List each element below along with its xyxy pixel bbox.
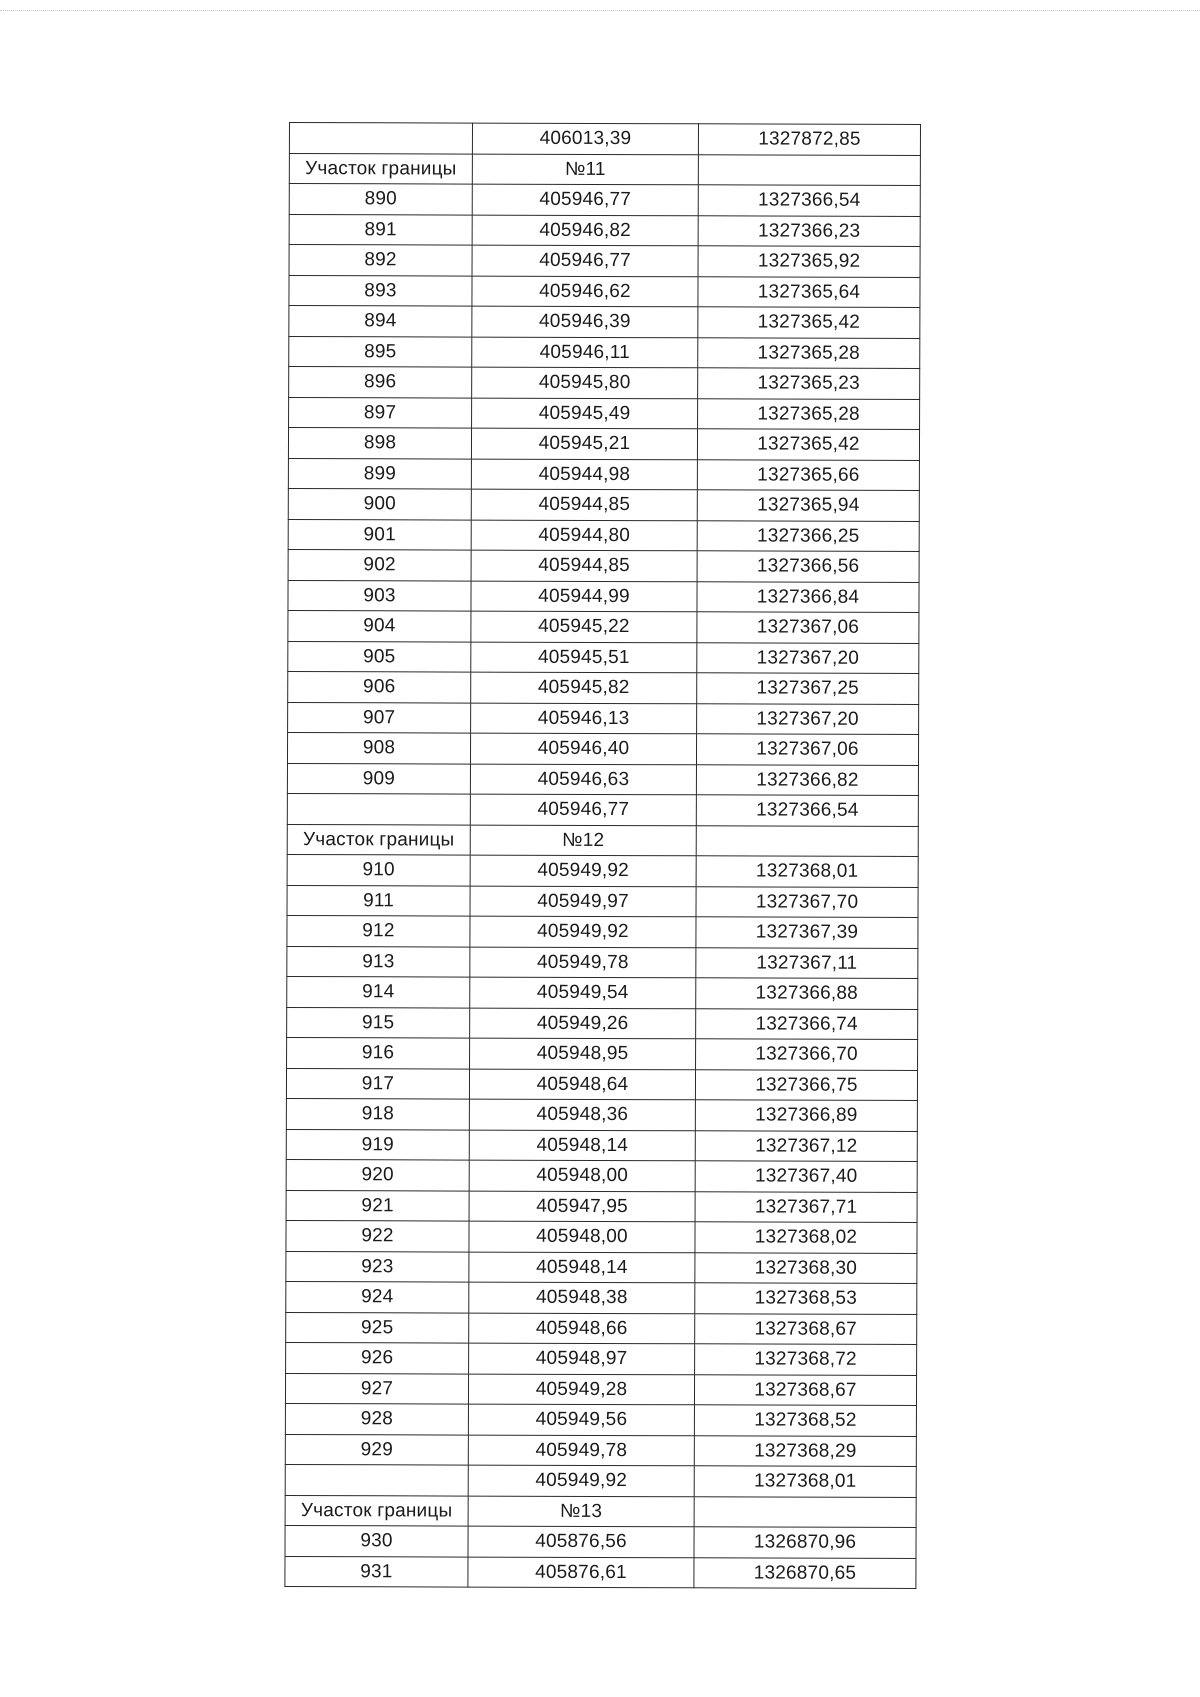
x-coordinate-cell: 405949,26 bbox=[470, 1008, 696, 1039]
x-coordinate-cell: 405948,14 bbox=[469, 1252, 695, 1283]
point-number-cell: 898 bbox=[288, 428, 471, 459]
table-row bbox=[287, 793, 918, 825]
table-row bbox=[288, 519, 919, 551]
y-coordinate-cell: 1326870,96 bbox=[694, 1527, 916, 1558]
section-header-row bbox=[289, 153, 920, 185]
table-row bbox=[288, 458, 919, 490]
x-coordinate-cell: 405944,98 bbox=[471, 459, 697, 490]
x-coordinate-cell: №13 bbox=[468, 1496, 694, 1527]
x-coordinate-cell: 405949,54 bbox=[470, 977, 696, 1008]
point-number-cell: 909 bbox=[287, 763, 470, 794]
y-coordinate-cell: 1327367,40 bbox=[695, 1161, 917, 1192]
table-row bbox=[289, 367, 920, 399]
table-row bbox=[288, 549, 919, 581]
x-coordinate-cell: 405945,80 bbox=[472, 367, 698, 398]
x-coordinate-cell: 405949,92 bbox=[470, 916, 696, 947]
point-number-cell bbox=[287, 793, 470, 824]
y-coordinate-cell: 1327366,70 bbox=[696, 1039, 918, 1070]
x-coordinate-cell: 405949,92 bbox=[470, 855, 696, 886]
y-coordinate-cell: 1327366,88 bbox=[696, 978, 918, 1009]
x-coordinate-cell: 405944,85 bbox=[471, 489, 697, 520]
point-number-cell: 924 bbox=[286, 1281, 469, 1312]
point-number-cell: 907 bbox=[288, 702, 471, 733]
point-number-cell: Участок границы bbox=[287, 824, 470, 855]
point-number-cell: 899 bbox=[288, 458, 471, 489]
y-coordinate-cell: 1327367,06 bbox=[697, 612, 919, 643]
x-coordinate-cell: 406013,39 bbox=[472, 123, 698, 154]
point-number-cell: 893 bbox=[289, 275, 472, 306]
y-coordinate-cell: 1327367,25 bbox=[697, 673, 919, 704]
y-coordinate-cell: 1327366,23 bbox=[698, 215, 920, 246]
y-coordinate-cell: 1327367,06 bbox=[696, 734, 918, 765]
x-coordinate-cell: 405948,95 bbox=[470, 1038, 696, 1069]
x-coordinate-cell: 405949,78 bbox=[468, 1435, 694, 1466]
y-coordinate-cell: 1327365,64 bbox=[698, 276, 920, 307]
table-row bbox=[289, 214, 920, 246]
point-number-cell: 891 bbox=[289, 214, 472, 245]
point-number-cell: 903 bbox=[288, 580, 471, 611]
x-coordinate-cell: 405948,64 bbox=[469, 1069, 695, 1100]
table-row bbox=[289, 123, 920, 155]
table-row bbox=[287, 915, 918, 947]
x-coordinate-cell: 405944,99 bbox=[471, 581, 697, 612]
coordinates-table bbox=[284, 122, 921, 1589]
x-coordinate-cell: 405948,66 bbox=[469, 1313, 695, 1344]
point-number-cell: 915 bbox=[287, 1007, 470, 1038]
point-number-cell: 906 bbox=[288, 671, 471, 702]
table-row bbox=[288, 488, 919, 520]
point-number-cell: 927 bbox=[285, 1373, 468, 1404]
point-number-cell: 920 bbox=[286, 1159, 469, 1190]
x-coordinate-cell: 405945,51 bbox=[471, 642, 697, 673]
x-coordinate-cell: 405949,28 bbox=[468, 1374, 694, 1405]
x-coordinate-cell: 405946,62 bbox=[472, 276, 698, 307]
y-coordinate-cell: 1327365,42 bbox=[698, 307, 920, 338]
y-coordinate-cell: 1327366,82 bbox=[696, 764, 918, 795]
point-number-cell: 910 bbox=[287, 854, 470, 885]
x-coordinate-cell: 405945,49 bbox=[472, 398, 698, 429]
y-coordinate-cell: 1327365,66 bbox=[697, 459, 919, 490]
x-coordinate-cell: 405944,80 bbox=[471, 520, 697, 551]
table-row bbox=[288, 428, 919, 460]
x-coordinate-cell: 405946,63 bbox=[470, 764, 696, 795]
table-row bbox=[287, 763, 918, 795]
x-coordinate-cell: 405948,38 bbox=[469, 1282, 695, 1313]
x-coordinate-cell: 405949,97 bbox=[470, 886, 696, 917]
point-number-cell: 918 bbox=[286, 1098, 469, 1129]
x-coordinate-cell: 405876,56 bbox=[468, 1526, 694, 1557]
table-row bbox=[285, 1525, 916, 1557]
table-row bbox=[288, 671, 919, 703]
table-row bbox=[287, 976, 918, 1008]
y-coordinate-cell: 1327366,74 bbox=[696, 1008, 918, 1039]
point-number-cell: 916 bbox=[287, 1037, 470, 1068]
y-coordinate-cell: 1327366,89 bbox=[695, 1100, 917, 1131]
point-number-cell: 900 bbox=[288, 488, 471, 519]
table-row bbox=[288, 702, 919, 734]
x-coordinate-cell: 405948,14 bbox=[469, 1130, 695, 1161]
table-row bbox=[286, 1159, 917, 1191]
point-number-cell: Участок границы bbox=[285, 1495, 468, 1526]
point-number-cell: 921 bbox=[286, 1190, 469, 1221]
x-coordinate-cell: 405946,40 bbox=[470, 733, 696, 764]
coordinates-table-body bbox=[285, 123, 921, 1589]
table-row bbox=[289, 336, 920, 368]
point-number-cell: 914 bbox=[287, 976, 470, 1007]
table-row bbox=[286, 1098, 917, 1130]
y-coordinate-cell: 1327367,20 bbox=[697, 703, 919, 734]
y-coordinate-cell: 1327368,30 bbox=[695, 1252, 917, 1283]
point-number-cell: 895 bbox=[289, 336, 472, 367]
point-number-cell: Участок границы bbox=[289, 153, 472, 184]
point-number-cell: 913 bbox=[287, 946, 470, 977]
y-coordinate-cell: 1327368,72 bbox=[695, 1344, 917, 1375]
y-coordinate-cell: 1327368,53 bbox=[695, 1283, 917, 1314]
x-coordinate-cell: 405949,56 bbox=[468, 1404, 694, 1435]
table-row bbox=[285, 1556, 916, 1588]
table-row bbox=[288, 580, 919, 612]
point-number-cell bbox=[285, 1464, 468, 1495]
y-coordinate-cell: 1327368,01 bbox=[696, 856, 918, 887]
y-coordinate-cell: 1327366,75 bbox=[695, 1069, 917, 1100]
x-coordinate-cell: 405944,85 bbox=[471, 550, 697, 581]
x-coordinate-cell: 405948,97 bbox=[469, 1343, 695, 1374]
x-coordinate-cell: 405946,77 bbox=[472, 184, 698, 215]
x-coordinate-cell: 405948,00 bbox=[469, 1221, 695, 1252]
y-coordinate-cell: 1327365,28 bbox=[698, 398, 920, 429]
x-coordinate-cell: 405946,82 bbox=[472, 215, 698, 246]
table-row bbox=[289, 245, 920, 277]
section-header-row bbox=[287, 824, 918, 856]
table-row bbox=[286, 1342, 917, 1374]
y-coordinate-cell: 1327365,94 bbox=[697, 490, 919, 521]
point-number-cell: 902 bbox=[288, 549, 471, 580]
x-coordinate-cell: 405946,77 bbox=[472, 245, 698, 276]
table-row bbox=[286, 1220, 917, 1252]
table-row bbox=[289, 184, 920, 216]
x-coordinate-cell: №11 bbox=[472, 154, 698, 185]
point-number-cell: 930 bbox=[285, 1525, 468, 1556]
x-coordinate-cell: 405949,92 bbox=[468, 1465, 694, 1496]
point-number-cell: 929 bbox=[285, 1434, 468, 1465]
table-row bbox=[285, 1373, 916, 1405]
table-row bbox=[286, 1190, 917, 1222]
y-coordinate-cell bbox=[698, 154, 920, 185]
section-header-row bbox=[285, 1495, 916, 1527]
table-row bbox=[285, 1464, 916, 1496]
table-row bbox=[287, 1037, 918, 1069]
point-number-cell: 897 bbox=[289, 397, 472, 428]
table-row bbox=[286, 1129, 917, 1161]
table-row bbox=[289, 306, 920, 338]
y-coordinate-cell: 1327368,29 bbox=[694, 1435, 916, 1466]
point-number-cell: 931 bbox=[285, 1556, 468, 1587]
y-coordinate-cell bbox=[696, 825, 918, 856]
table-row bbox=[288, 610, 919, 642]
point-number-cell: 928 bbox=[285, 1403, 468, 1434]
point-number-cell: 911 bbox=[287, 885, 470, 916]
y-coordinate-cell: 1327872,85 bbox=[698, 124, 920, 155]
table-row bbox=[289, 275, 920, 307]
x-coordinate-cell: 405946,77 bbox=[470, 794, 696, 825]
table-row bbox=[285, 1434, 916, 1466]
point-number-cell: 896 bbox=[289, 367, 472, 398]
point-number-cell: 917 bbox=[286, 1068, 469, 1099]
table-row bbox=[286, 1068, 917, 1100]
x-coordinate-cell: 405945,21 bbox=[471, 428, 697, 459]
table-row bbox=[285, 1403, 916, 1435]
point-number-cell: 908 bbox=[287, 732, 470, 763]
table-row bbox=[287, 885, 918, 917]
table-row bbox=[289, 397, 920, 429]
x-coordinate-cell: 405946,39 bbox=[472, 306, 698, 337]
x-coordinate-cell: 405876,61 bbox=[468, 1557, 694, 1588]
y-coordinate-cell: 1327368,01 bbox=[694, 1466, 916, 1497]
table-row bbox=[288, 641, 919, 673]
y-coordinate-cell: 1327366,25 bbox=[697, 520, 919, 551]
scan-top-edge bbox=[0, 10, 1200, 11]
y-coordinate-cell: 1327367,70 bbox=[696, 886, 918, 917]
y-coordinate-cell: 1327365,92 bbox=[698, 246, 920, 277]
table-row bbox=[287, 732, 918, 764]
point-number-cell: 912 bbox=[287, 915, 470, 946]
table-row bbox=[287, 1007, 918, 1039]
y-coordinate-cell: 1327367,20 bbox=[697, 642, 919, 673]
y-coordinate-cell: 1327366,54 bbox=[698, 185, 920, 216]
point-number-cell: 925 bbox=[286, 1312, 469, 1343]
table-row bbox=[286, 1251, 917, 1283]
x-coordinate-cell: 405949,78 bbox=[470, 947, 696, 978]
x-coordinate-cell: 405948,00 bbox=[469, 1160, 695, 1191]
table-row bbox=[287, 854, 918, 886]
y-coordinate-cell: 1326870,65 bbox=[694, 1557, 916, 1588]
point-number-cell: 904 bbox=[288, 610, 471, 641]
point-number-cell: 905 bbox=[288, 641, 471, 672]
x-coordinate-cell: №12 bbox=[470, 825, 696, 856]
point-number-cell: 901 bbox=[288, 519, 471, 550]
x-coordinate-cell: 405945,22 bbox=[471, 611, 697, 642]
x-coordinate-cell: 405945,82 bbox=[471, 672, 697, 703]
y-coordinate-cell: 1327366,56 bbox=[697, 551, 919, 582]
x-coordinate-cell: 405948,36 bbox=[469, 1099, 695, 1130]
point-number-cell bbox=[289, 123, 472, 154]
x-coordinate-cell: 405947,95 bbox=[469, 1191, 695, 1222]
y-coordinate-cell: 1327365,42 bbox=[697, 429, 919, 460]
x-coordinate-cell: 405946,13 bbox=[471, 703, 697, 734]
table-row bbox=[286, 1281, 917, 1313]
y-coordinate-cell: 1327367,11 bbox=[696, 947, 918, 978]
y-coordinate-cell: 1327368,52 bbox=[694, 1405, 916, 1436]
y-coordinate-cell: 1327366,54 bbox=[696, 795, 918, 826]
point-number-cell: 923 bbox=[286, 1251, 469, 1282]
point-number-cell: 890 bbox=[289, 184, 472, 215]
point-number-cell: 919 bbox=[286, 1129, 469, 1160]
y-coordinate-cell: 1327368,67 bbox=[694, 1374, 916, 1405]
x-coordinate-cell: 405946,11 bbox=[472, 337, 698, 368]
y-coordinate-cell: 1327366,84 bbox=[697, 581, 919, 612]
y-coordinate-cell: 1327365,28 bbox=[698, 337, 920, 368]
point-number-cell: 894 bbox=[289, 306, 472, 337]
y-coordinate-cell: 1327367,39 bbox=[696, 917, 918, 948]
table-row bbox=[286, 1312, 917, 1344]
y-coordinate-cell: 1327365,23 bbox=[698, 368, 920, 399]
y-coordinate-cell: 1327368,02 bbox=[695, 1222, 917, 1253]
y-coordinate-cell: 1327367,12 bbox=[695, 1130, 917, 1161]
point-number-cell: 926 bbox=[286, 1342, 469, 1373]
y-coordinate-cell: 1327368,67 bbox=[695, 1313, 917, 1344]
point-number-cell: 892 bbox=[289, 245, 472, 276]
y-coordinate-cell: 1327367,71 bbox=[695, 1191, 917, 1222]
table-row bbox=[287, 946, 918, 978]
point-number-cell: 922 bbox=[286, 1220, 469, 1251]
y-coordinate-cell bbox=[694, 1496, 916, 1527]
